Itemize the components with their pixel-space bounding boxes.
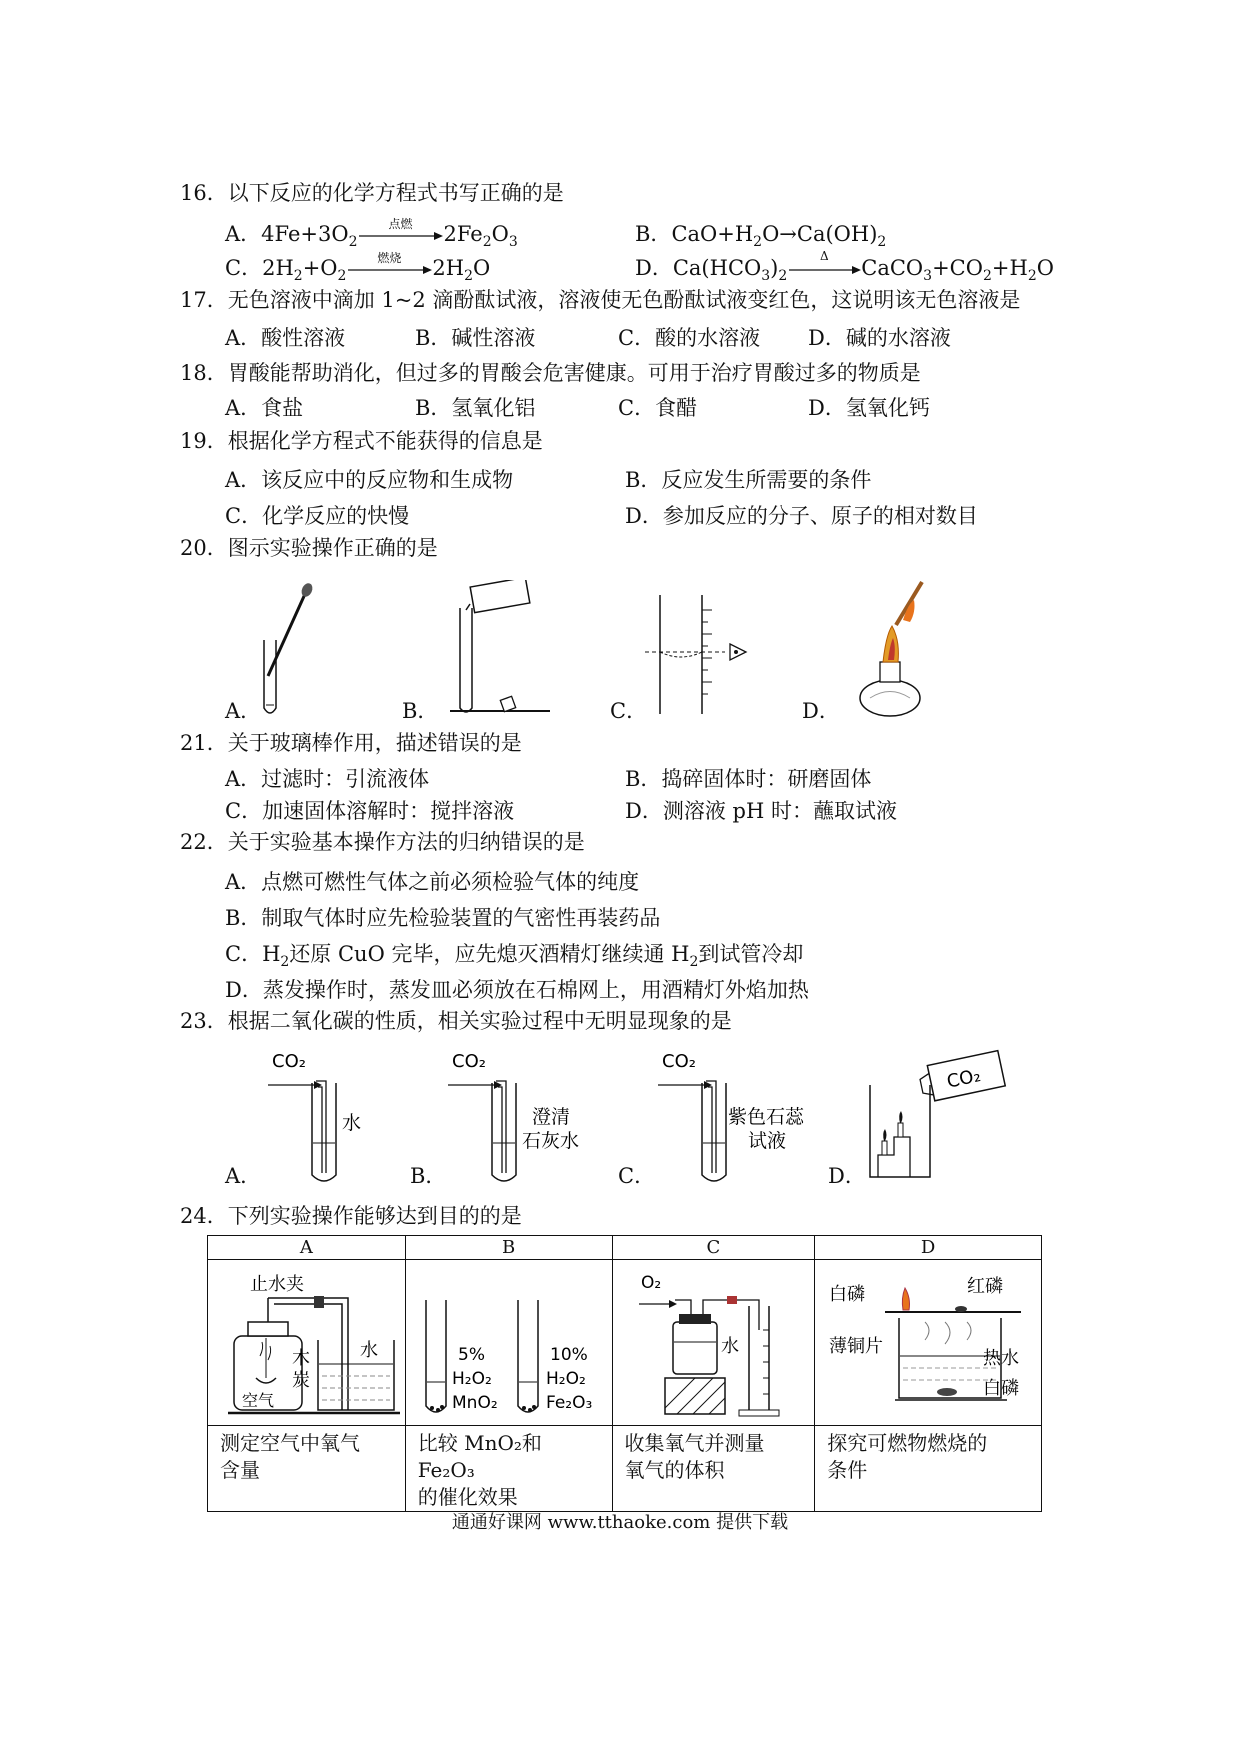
oxygen-content-apparatus-icon	[208, 1260, 404, 1420]
q19-option-b: B．反应发生所需要的条件	[625, 468, 872, 492]
svg-text:5%: 5%	[457, 1345, 485, 1365]
q23-label-d: D．	[828, 1164, 866, 1188]
reaction-arrow-icon: 点燃	[357, 225, 443, 247]
svg-text:红磷: 红磷	[967, 1276, 1004, 1297]
q17-option-c: C．酸的水溶液	[618, 326, 761, 350]
q20-stem: 图示实验操作正确的是	[227, 536, 438, 560]
q23-tube-water-figure	[268, 1051, 361, 1181]
q17-option-b: B．碱性溶液	[415, 326, 536, 350]
q24-header-b: B	[405, 1236, 612, 1260]
q16-stem-line	[180, 180, 564, 206]
q21-option-d: D．测溶液 pH 时：蘸取试液	[625, 799, 897, 823]
svg-text:CO₂: CO₂	[945, 1064, 983, 1093]
q16-option-d: D．$Ca(HCO_3)_2$ Δ $CaCO_3+CO_2+H_2O$	[635, 248, 1054, 285]
svg-text:石灰水: 石灰水	[522, 1130, 580, 1152]
q17-number: 17．	[180, 288, 228, 312]
q20-alcohol-lamp-figure	[860, 582, 922, 716]
q24-figure-c	[612, 1260, 815, 1426]
svg-text:紫色石蕊: 紫色石蕊	[728, 1106, 805, 1128]
q23-number: 23．	[180, 1009, 228, 1033]
svg-text:水: 水	[360, 1340, 378, 1361]
svg-text:白磷: 白磷	[829, 1284, 866, 1305]
q24-caption-c: 收集氧气并测量 氧气的体积	[612, 1426, 815, 1512]
q22-option-d: D．蒸发操作时，蒸发皿必须放在石棉网上，用酒精灯外焰加热	[225, 978, 809, 1002]
q16-option-a: A．$4Fe+3O_2$ 点燃 $2Fe_2O_3$	[225, 216, 518, 251]
svg-text:Fe₂O₃: Fe₂O₃	[545, 1393, 593, 1413]
q19-option-c: C．化学反应的快慢	[225, 504, 410, 528]
q18-option-d: D．氢氧化钙	[808, 396, 930, 420]
svg-text:H₂O₂: H₂O₂	[451, 1369, 492, 1389]
q19-option-a: A．该反应中的反应物和生成物	[225, 468, 514, 492]
q24-header-d: D	[815, 1236, 1042, 1260]
svg-text:热水: 热水	[983, 1348, 1020, 1369]
q23-label-c: C．	[618, 1164, 656, 1188]
q24-caption-b: 比较 MnO₂和 Fe₂O₃ 的催化效果	[405, 1426, 612, 1512]
svg-text:试液: 试液	[748, 1130, 787, 1152]
svg-text:水: 水	[342, 1112, 362, 1134]
q23-tube-litmus-figure	[658, 1051, 805, 1181]
q24-caption-d: 探究可燃物燃烧的 条件	[815, 1426, 1042, 1512]
q20-figures	[220, 580, 980, 720]
svg-text:空气: 空气	[242, 1391, 275, 1410]
q22-option-a: A．点燃可燃性气体之前必须检验气体的纯度	[225, 870, 640, 894]
q23-stem: 根据二氧化碳的性质，相关实验过程中无明显现象的是	[227, 1009, 732, 1033]
q22-number: 22．	[180, 830, 228, 854]
q23-label-b: B．	[410, 1164, 447, 1188]
q22-option-b: B．制取气体时应先检验装置的气密性再装药品	[225, 906, 661, 930]
q17-stem-line	[180, 287, 1020, 313]
page-footer: 通通好课网 www.tthaoke.com 提供下载	[451, 1512, 789, 1533]
q20-label-b: B．	[402, 699, 439, 723]
svg-text:CO₂: CO₂	[662, 1051, 696, 1072]
q23-beaker-candles-figure	[870, 1051, 1005, 1177]
q20-pouring-figure	[450, 580, 550, 712]
q20-dropper-tube-figure	[264, 582, 314, 713]
q24-caption-row	[208, 1426, 1042, 1512]
q18-number: 18．	[180, 361, 228, 385]
q21-option-a: A．过滤时：引流液体	[225, 767, 430, 791]
q24-figure-a	[208, 1260, 406, 1426]
svg-text:CO₂: CO₂	[452, 1051, 486, 1072]
q24-header-a: A	[208, 1236, 406, 1260]
q19-stem-line	[180, 428, 543, 454]
q17-stem: 无色溶液中滴加 1~2 滴酚酞试液，溶液使无色酚酞试液变红色，这说明该无色溶液是	[227, 288, 1021, 312]
q18-option-a: A．食盐	[225, 396, 304, 420]
svg-text:薄铜片: 薄铜片	[829, 1336, 884, 1357]
q21-number: 21．	[180, 731, 228, 755]
q19-stem: 根据化学方程式不能获得的信息是	[227, 429, 543, 453]
svg-text:CO₂: CO₂	[272, 1051, 306, 1072]
q24-header-c: C	[612, 1236, 815, 1260]
q16-option-b: B．$CaO+H_2O\to Ca(OH)_2$	[635, 222, 887, 251]
svg-text:木: 木	[292, 1348, 310, 1369]
q23-label-a: A．	[225, 1164, 262, 1188]
svg-text:白磷: 白磷	[983, 1378, 1020, 1399]
q20-label-c: C．	[610, 699, 648, 723]
svg-text:10%: 10%	[549, 1345, 588, 1365]
q18-stem: 胃酸能帮助消化，但过多的胃酸会危害健康。可用于治疗胃酸过多的物质是	[227, 361, 921, 385]
q21-stem-line	[180, 730, 522, 756]
q16-stem: 以下反应的化学方程式书写正确的是	[227, 181, 564, 205]
q24-figure-d	[815, 1260, 1042, 1426]
catalyst-comparison-icon	[406, 1260, 611, 1420]
q24-figure-b	[405, 1260, 612, 1426]
q24-number: 24．	[180, 1204, 228, 1228]
q24-table	[207, 1235, 1042, 1512]
q21-stem: 关于玻璃棒作用，描述错误的是	[227, 731, 522, 755]
q24-caption-a: 测定空气中氧气 含量	[208, 1426, 406, 1512]
q18-stem-line	[180, 360, 921, 386]
combustion-condition-icon	[815, 1260, 1040, 1420]
reaction-arrow-icon: Δ	[787, 259, 861, 281]
q24-stem: 下列实验操作能够达到目的的是	[227, 1204, 522, 1228]
reaction-arrow-icon: 燃烧	[346, 259, 432, 281]
svg-text:澄清: 澄清	[532, 1106, 571, 1128]
q18-option-b: B．氢氧化铝	[415, 396, 536, 420]
q24-stem-line	[180, 1203, 522, 1229]
q20-number: 20．	[180, 536, 228, 560]
svg-text:止水夹: 止水夹	[250, 1274, 304, 1295]
q16-option-c: C．$2H_2+O_2$ 燃烧 $2H_2O$	[225, 250, 491, 285]
q20-cylinder-reading-figure	[645, 595, 746, 714]
q23-tube-limewater-figure	[448, 1051, 579, 1181]
q20-label-d: D．	[802, 699, 840, 723]
q22-stem-line	[180, 829, 585, 855]
q20-stem-line	[180, 535, 438, 561]
q18-option-c: C．食醋	[618, 396, 698, 420]
q23-stem-line	[180, 1008, 732, 1034]
svg-text:水: 水	[720, 1336, 739, 1357]
q24-figure-row	[208, 1260, 1042, 1426]
q16-number: 16．	[180, 181, 228, 205]
svg-text:炭: 炭	[292, 1370, 310, 1391]
q24-header-row	[208, 1236, 1042, 1260]
oxygen-collection-icon	[613, 1260, 814, 1420]
q21-option-b: B．捣碎固体时：研磨固体	[625, 767, 872, 791]
q22-stem: 关于实验基本操作方法的归纳错误的是	[227, 830, 585, 854]
svg-text:MnO₂: MnO₂	[451, 1393, 498, 1413]
q17-option-d: D．碱的水溶液	[808, 326, 951, 350]
q19-number: 19．	[180, 429, 228, 453]
q19-option-d: D．参加反应的分子、原子的相对数目	[625, 504, 978, 528]
q20-label-a: A．	[225, 699, 262, 723]
svg-text:H₂O₂: H₂O₂	[545, 1369, 586, 1389]
q17-option-a: A．酸性溶液	[225, 326, 346, 350]
q21-option-c: C．加速固体溶解时：搅拌溶液	[225, 799, 515, 823]
q22-option-c: C．$H_2$还原 CuO 完毕，应先熄灭酒精灯继续通 $H_2$到试管冷却	[225, 942, 804, 971]
svg-text:O₂: O₂	[640, 1273, 661, 1293]
